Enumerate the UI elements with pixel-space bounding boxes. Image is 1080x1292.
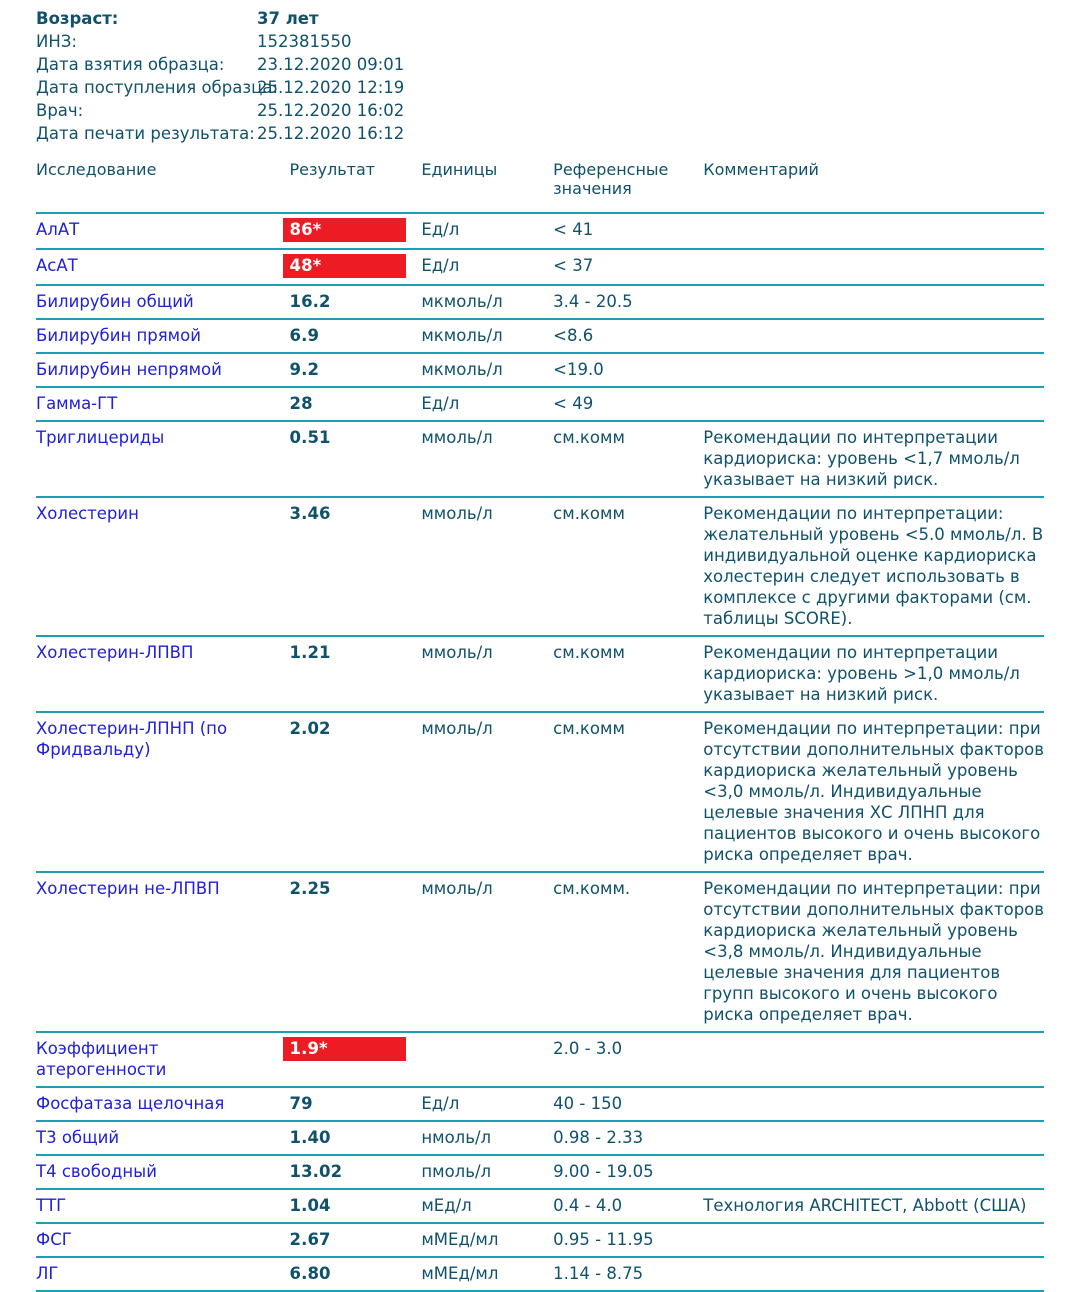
cell-reference-values (553, 712, 703, 872)
cell-comment (703, 1189, 1044, 1223)
cell-comment (703, 421, 1044, 497)
cell-investigation (36, 319, 290, 353)
cell-investigation (36, 1032, 290, 1087)
units-value: пмоль/л (421, 1162, 492, 1181)
analyte-name: ЛГ (36, 1264, 59, 1283)
cell-investigation (36, 497, 290, 636)
reference-value: см.комм (553, 504, 625, 523)
patient-info-value: 37 лет (257, 9, 319, 28)
table-row (36, 285, 1044, 319)
cell-comment (703, 353, 1044, 387)
result-value-abnormal: 86* (283, 218, 406, 242)
cell-comment (703, 1155, 1044, 1189)
cell-reference-values (553, 421, 703, 497)
cell-investigation (36, 1155, 290, 1189)
analyte-name: Гамма-ГТ (36, 394, 118, 413)
patient-info-row (0, 30, 1080, 53)
table-row (36, 387, 1044, 421)
cell-comment (703, 712, 1044, 872)
units-value: Ед/л (421, 1094, 460, 1113)
comment-text: Рекомендации по интерпретации: желательный уровень <5.0 ммоль/л. В индивидуальной оценке кардиориска холестерин следует использовать в комплексе с другими факторами (см. таблицы SCORE). (703, 504, 1044, 628)
cell-investigation (36, 712, 290, 872)
cell-reference-values (553, 1032, 703, 1087)
header-investigation: Исследование (36, 160, 157, 179)
cell-units (421, 421, 553, 497)
cell-result (290, 1121, 422, 1155)
table-row (36, 872, 1044, 1032)
units-value: мкмоль/л (421, 360, 503, 379)
patient-info-block (0, 0, 1080, 145)
cell-result (290, 1257, 422, 1291)
cell-units (421, 1223, 553, 1257)
cell-result (290, 353, 422, 387)
cell-reference-values (553, 213, 703, 249)
cell-result (290, 319, 422, 353)
analyte-name: Холестерин-ЛПНП (по Фридвальду) (36, 719, 228, 759)
reference-value: 40 - 150 (553, 1094, 623, 1113)
patient-info-label: Дата печати результата: (36, 124, 255, 143)
patient-info-label: Врач: (36, 101, 84, 120)
header-units: Единицы (421, 160, 498, 179)
cell-units (421, 319, 553, 353)
cell-reference-values (553, 1121, 703, 1155)
patient-info-row (0, 53, 1080, 76)
cell-reference-values (553, 1087, 703, 1121)
analyte-name: АсАТ (36, 256, 78, 275)
cell-units (421, 353, 553, 387)
cell-reference-values (553, 1155, 703, 1189)
cell-result (290, 387, 422, 421)
cell-units (421, 249, 553, 285)
result-value: 6.80 (289, 1264, 331, 1283)
cell-reference-values (553, 353, 703, 387)
result-value: 28 (289, 394, 313, 413)
cell-comment (703, 319, 1044, 353)
analyte-name: Билирубин прямой (36, 326, 201, 345)
cell-comment (703, 497, 1044, 636)
cell-investigation (36, 872, 290, 1032)
table-row (36, 213, 1044, 249)
cell-units (421, 497, 553, 636)
cell-investigation (36, 636, 290, 712)
cell-result (290, 712, 422, 872)
units-value: ммоль/л (421, 719, 493, 738)
result-value: 3.46 (289, 504, 331, 523)
reference-value: < 41 (553, 220, 594, 239)
cell-investigation (36, 1223, 290, 1257)
result-value-abnormal: 48* (283, 254, 406, 278)
units-value: мЕд/л (421, 1196, 472, 1215)
cell-result (290, 497, 422, 636)
cell-units (421, 636, 553, 712)
cell-result (290, 636, 422, 712)
header-result: Результат (289, 160, 376, 179)
header-reference-values: Референсные значения (553, 160, 669, 198)
table-row (36, 1032, 1044, 1087)
reference-value: < 49 (553, 394, 594, 413)
result-value: 2.67 (289, 1230, 331, 1249)
cell-investigation (36, 1087, 290, 1121)
cell-comment (703, 1223, 1044, 1257)
cell-comment (703, 213, 1044, 249)
analyte-name: ТТГ (36, 1196, 67, 1215)
cell-investigation (36, 249, 290, 285)
patient-info-value: 25.12.2020 16:02 (257, 101, 405, 120)
table-row (36, 636, 1044, 712)
cell-investigation (36, 213, 290, 249)
patient-info-row (0, 7, 1080, 30)
analyte-name: Холестерин (36, 504, 139, 523)
result-value: 16.2 (289, 292, 331, 311)
cell-reference-values (553, 1189, 703, 1223)
patient-info-label: Дата взятия образца: (36, 55, 225, 74)
table-row (36, 1189, 1044, 1223)
cell-reference-values (553, 872, 703, 1032)
table-row (36, 1257, 1044, 1291)
cell-reference-values (553, 387, 703, 421)
table-row (36, 421, 1044, 497)
cell-reference-values (553, 636, 703, 712)
reference-value: 3.4 - 20.5 (553, 292, 633, 311)
patient-info-row (0, 99, 1080, 122)
reference-value: <19.0 (553, 360, 604, 379)
cell-result (290, 1155, 422, 1189)
units-value: ммоль/л (421, 643, 493, 662)
units-value: мкмоль/л (421, 326, 503, 345)
table-row (36, 1087, 1044, 1121)
patient-info-label: Возраст: (36, 9, 119, 28)
reference-value: см.комм. (553, 879, 631, 898)
table-row (36, 1121, 1044, 1155)
table-row (36, 712, 1044, 872)
cell-units (421, 387, 553, 421)
cell-result (290, 1032, 422, 1087)
cell-comment (703, 1087, 1044, 1121)
cell-comment (703, 387, 1044, 421)
units-value: мкмоль/л (421, 292, 503, 311)
analyte-name: Билирубин непрямой (36, 360, 222, 379)
comment-text: Рекомендации по интерпретации кардиориска: уровень >1,0 ммоль/л указывает на низкий риск. (703, 643, 1020, 704)
reference-value: 0.4 - 4.0 (553, 1196, 623, 1215)
reference-value: <8.6 (553, 326, 594, 345)
table-row (36, 319, 1044, 353)
reference-value: 2.0 - 3.0 (553, 1039, 623, 1058)
cell-comment (703, 285, 1044, 319)
analyte-name: АлАТ (36, 220, 80, 239)
cell-units (421, 1087, 553, 1121)
cell-comment (703, 1257, 1044, 1291)
cell-reference-values (553, 319, 703, 353)
analyte-name: ФСГ (36, 1230, 72, 1249)
result-value: 1.04 (289, 1196, 331, 1215)
patient-info-label: ИНЗ: (36, 32, 77, 51)
cell-result (290, 285, 422, 319)
comment-text: Рекомендации по интерпретации: при отсутствии дополнительных факторов кардиориска желательный уровень <3,8 ммоль/л. Индивидуальные целевые значения для пациентов групп высокого и очень высокого риска определяет врач. (703, 879, 1044, 1024)
reference-value: см.комм (553, 643, 625, 662)
patient-info-label: Дата поступления образца: (36, 78, 278, 97)
cell-units (421, 213, 553, 249)
cell-comment (703, 1121, 1044, 1155)
cell-comment (703, 249, 1044, 285)
cell-result (290, 249, 422, 285)
units-value: Ед/л (421, 394, 460, 413)
comment-text: Рекомендации по интерпретации кардиориска: уровень <1,7 ммоль/л указывает на низкий риск. (703, 428, 1020, 489)
result-value: 13.02 (289, 1162, 343, 1181)
cell-result (290, 1189, 422, 1223)
cell-result (290, 1223, 422, 1257)
cell-comment (703, 872, 1044, 1032)
patient-info-value: 152381550 (257, 32, 352, 51)
table-row (36, 1155, 1044, 1189)
patient-info-row (0, 122, 1080, 145)
cell-units (421, 712, 553, 872)
table-header-row (36, 160, 1044, 213)
cell-result (290, 213, 422, 249)
result-value: 79 (289, 1094, 313, 1113)
comment-text: Технология ARCHITECT, Abbott (США) (703, 1196, 1027, 1215)
reference-value: см.комм (553, 428, 625, 447)
reference-value: 0.98 - 2.33 (553, 1128, 644, 1147)
units-value: Ед/л (421, 256, 460, 275)
cell-investigation (36, 1189, 290, 1223)
cell-result (290, 872, 422, 1032)
cell-units (421, 1155, 553, 1189)
units-value: ммоль/л (421, 879, 493, 898)
cell-investigation (36, 353, 290, 387)
table-row (36, 1223, 1044, 1257)
cell-investigation (36, 1121, 290, 1155)
analyte-name: Т4 свободный (36, 1162, 157, 1181)
cell-comment (703, 636, 1044, 712)
result-value: 2.02 (289, 719, 331, 738)
cell-units (421, 1032, 553, 1087)
result-value: 2.25 (289, 879, 331, 898)
analyte-name: Фосфатаза щелочная (36, 1094, 225, 1113)
units-value: мМЕд/мл (421, 1230, 499, 1249)
table-row (36, 497, 1044, 636)
cell-units (421, 1121, 553, 1155)
analyte-name: Билирубин общий (36, 292, 194, 311)
cell-investigation (36, 285, 290, 319)
cell-units (421, 285, 553, 319)
result-value: 0.51 (289, 428, 331, 447)
reference-value: 9.00 - 19.05 (553, 1162, 654, 1181)
cell-reference-values (553, 1223, 703, 1257)
analyte-name: Триглицериды (36, 428, 165, 447)
comment-text: Рекомендации по интерпретации: при отсутствии дополнительных факторов кардиориска желательный уровень <3,0 ммоль/л. Индивидуальные целевые значения ХС ЛПНП для пациентов высокого и очень высокого риска определяет врач. (703, 719, 1044, 864)
units-value: мМЕд/мл (421, 1264, 499, 1283)
patient-info-row (0, 76, 1080, 99)
patient-info-value: 23.12.2020 09:01 (257, 55, 405, 74)
analyte-name: Холестерин-ЛПВП (36, 643, 194, 662)
reference-value: см.комм (553, 719, 625, 738)
cell-investigation (36, 1257, 290, 1291)
cell-units (421, 1189, 553, 1223)
table-row (36, 249, 1044, 285)
units-value: ммоль/л (421, 428, 493, 447)
cell-investigation (36, 387, 290, 421)
lab-results-table-body (36, 160, 1044, 1291)
analyte-name: Коэффициент атерогенности (36, 1039, 167, 1079)
analyte-name: Т3 общий (36, 1128, 120, 1147)
cell-reference-values (553, 497, 703, 636)
patient-info-value: 25.12.2020 16:12 (257, 124, 405, 143)
result-value: 1.21 (289, 643, 331, 662)
analyte-name: Холестерин не-ЛПВП (36, 879, 220, 898)
patient-info-value: 25.12.2020 12:19 (257, 78, 405, 97)
cell-units (421, 872, 553, 1032)
result-value: 6.9 (289, 326, 320, 345)
units-value: нмоль/л (421, 1128, 492, 1147)
cell-reference-values (553, 249, 703, 285)
cell-result (290, 1087, 422, 1121)
result-value: 9.2 (289, 360, 320, 379)
table-row (36, 353, 1044, 387)
reference-value: 0.95 - 11.95 (553, 1230, 654, 1249)
cell-reference-values (553, 285, 703, 319)
reference-value: 1.14 - 8.75 (553, 1264, 644, 1283)
cell-reference-values (553, 1257, 703, 1291)
cell-investigation (36, 421, 290, 497)
result-value: 1.40 (289, 1128, 331, 1147)
units-value: ммоль/л (421, 504, 493, 523)
cell-comment (703, 1032, 1044, 1087)
reference-value: < 37 (553, 256, 594, 275)
cell-units (421, 1257, 553, 1291)
units-value: Ед/л (421, 220, 460, 239)
lab-results-table (36, 160, 1044, 1292)
cell-result (290, 421, 422, 497)
header-comment: Комментарий (703, 160, 819, 179)
result-value-abnormal: 1.9* (283, 1037, 406, 1061)
